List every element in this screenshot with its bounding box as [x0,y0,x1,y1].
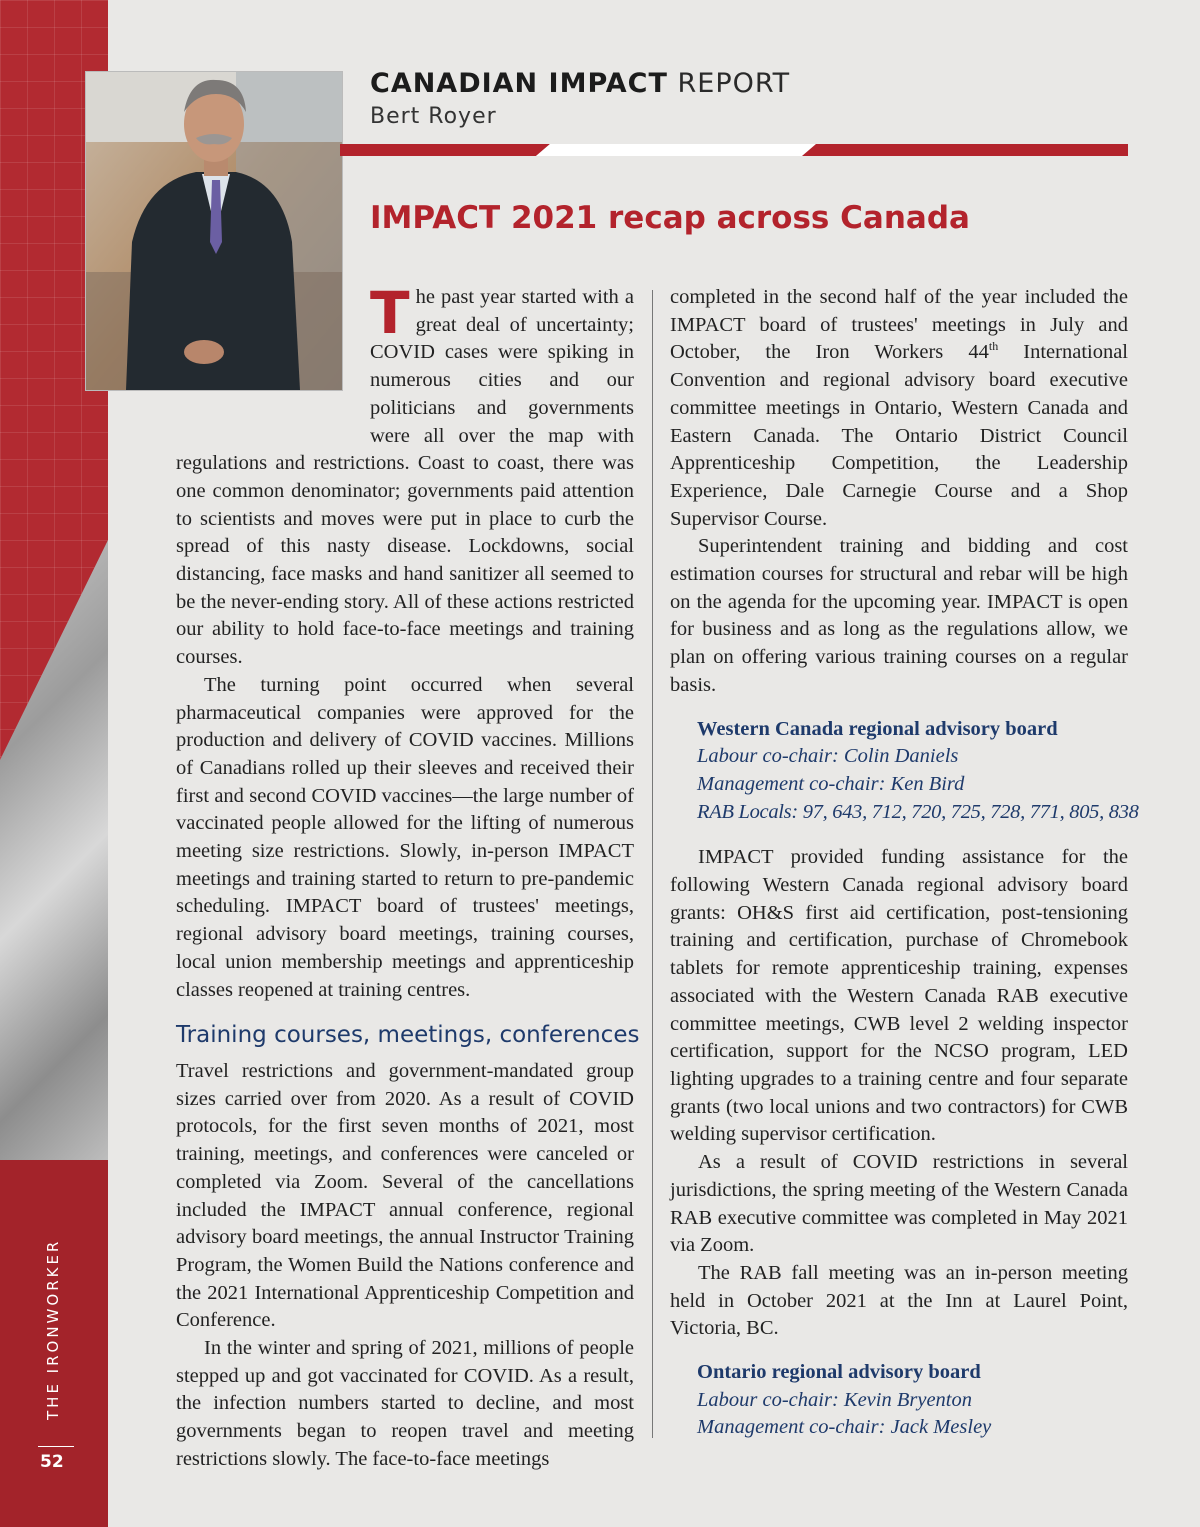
paragraph-4: In the winter and spring of 2021, millions of people stepped up and got vaccinated for COVID. As a result, the infection numbers started to decline, and most governments began to reopen travel and meeting restrictions slowly. The face-to-face meetings [176,1337,634,1470]
ontario-management-chair: Management co-chair: Jack Mesley [697,1416,992,1439]
section-heading-light: REPORT [677,68,791,99]
header-rule-bar [340,142,1128,158]
paragraph-5-text-a: completed in the second half of the year included the IMPACT board of trustees' meetings in July and October, the Iron Workers 44 [670,286,1128,364]
western-labour-chair: Labour co-chair: Colin Daniels [697,745,959,768]
ontario-board-name: Ontario regional advisory board [697,1361,981,1384]
paragraph-1-text: he past year started with a great deal of uncertainty; COVID cases were spiking in numerous cities and our politicians and governments were all over the map with regulations and restrictions. Coast to coast, there was one common denominator; governments paid attention to scientists and moves were put in place to curb the spread of this nasty disease. Lockdowns, social distancing, face masks and hand sanitizer all seemed to be the never-ending story. All of these actions restricted our ability to hold face-to-face meetings and training courses. [176,286,634,669]
paragraph-8: As a result of COVID restrictions in several jurisdictions, the spring meeting of the Western Canada RAB executive committee was completed in May 2021 via Zoom. [670,1151,1128,1257]
page-number-rule [38,1446,74,1447]
western-management-chair: Management co-chair: Ken Bird [697,772,965,795]
western-board-name: Western Canada regional advisory board [697,717,1058,740]
ontario-labour-chair: Labour co-chair: Kevin Bryenton [697,1388,972,1411]
ordinal-suffix: th [988,339,999,354]
paragraph-6: Superintendent training and bidding and cost estimation courses for structural and rebar will be high on the agenda for the upcoming year. IMPACT is open for business and as long as the regulations allow, we plan on offering various training courses on a regular basis. [670,535,1128,696]
article-column-left [176,279,640,1474]
article-column-right [670,284,1139,1460]
paragraph-7: IMPACT provided funding assistance for the following Western Canada regional advisory board grants: OH&S first aid certification, post-tensioning training and certification, purchase of Chromebook tablets for remote apprenticeship training, expenses associated with the Western Canada RAB executive committee meetings, CWB level 2 welding inspector certification, support for the NCSO program, LED lighting upgrades to a training centre and four separate grants (two local unions and two contractors) for CWB welding supervisor certification. [670,846,1128,1146]
paragraph-5-text-b: International Convention and regional advisory board executive committee meetings in Ontario, Western Canada and Eastern Canada. The Ontario District Council Apprenticeship Competition, the Leadership Experience, Dale Carnegie Course and a Shop Supervisor Course. [670,341,1129,530]
author-name: Bert Royer [370,104,497,129]
paragraph-9: The RAB fall meeting was an in-person meeting held in October 2021 at the Inn at Laurel Point, Victoria, BC. [670,1261,1128,1340]
western-rab-locals: RAB Locals: 97, 643, 712, 720, 725, 728, 771, 805, 838 [697,800,1139,823]
page-number: 52 [40,1452,64,1472]
paragraph-5 [670,284,1128,533]
drop-cap: T [370,279,410,347]
magazine-name: THE IRONWORKER [44,1238,62,1420]
column-divider [652,290,653,1438]
photo-wrap-spacer [176,284,370,423]
section-heading [370,68,790,99]
western-board-box [697,716,1139,827]
section-heading-bold: CANADIAN IMPACT [370,68,668,99]
paragraph-2: The turning point occurred when several pharmaceutical companies were approved for the production and delivery of COVID vaccines. Millions of Canadians rolled up their sleeves and received their first and second COVID vaccines—the large number of vaccinated people allowed for the lifting of numerous meeting size restrictions. Slowly, in-person IMPACT meetings and training started to return to pre-pandemic scheduling. IMPACT board of trustees' meetings, regional advisory board meetings, training courses, local union membership meetings and apprenticeship classes reopened at training centres. [176,673,634,1001]
subheading-training: Training courses, meetings, conferences [176,1022,640,1049]
paragraph-3: Travel restrictions and government-mandated group sizes carried over from 2020. As a result of COVID protocols, for the first seven months of 2021, most training, meetings, and conferences were canceled or completed via Zoom. Several of the cancellations included the IMPACT annual conference, regional advisory board meetings, the annual Instructor Training Program, the Women Build the Nations conference and the 2021 International Apprenticeship Competition and Conference. [176,1059,634,1332]
ontario-board-box [697,1359,1128,1442]
article-title: IMPACT 2021 recap across Canada [370,200,970,236]
